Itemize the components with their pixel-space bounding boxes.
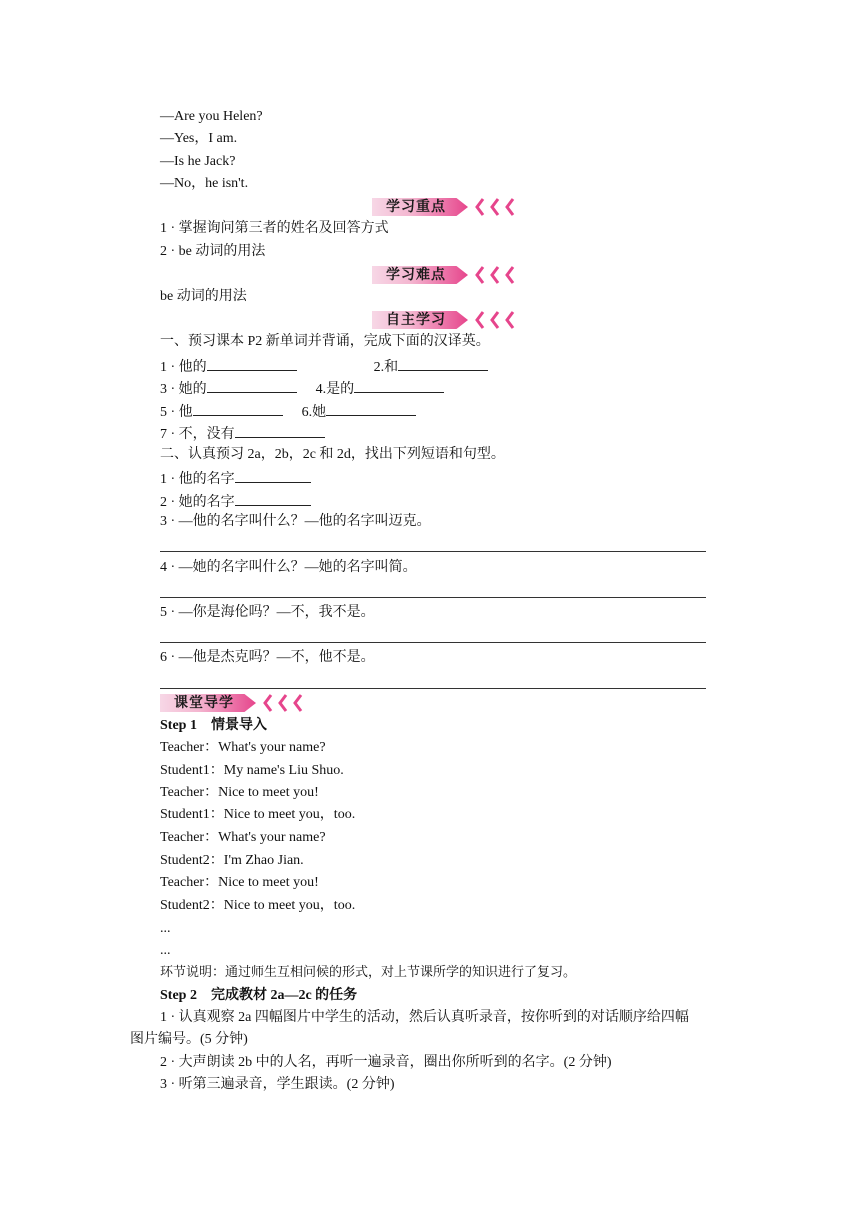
intro-line: —Is he Jack? [160, 154, 236, 169]
intro-line: —Are you Helen? [160, 109, 263, 124]
chevron-left-icon [292, 692, 304, 714]
chevron-left-icon [277, 692, 289, 714]
phrase-prompt: 1 · 他的名字 [160, 472, 235, 487]
sentence-prompt: 4 · —她的名字叫什么？—她的名字叫简。 [160, 560, 417, 575]
part1-heading: 一、预习课本 P2 新单词并背诵，完成下面的汉译英。 [160, 334, 490, 349]
intro-line: —No，he isn't. [160, 176, 249, 191]
chevron-left-icon [504, 309, 516, 331]
dialogue-line: Student1：Nice to meet you，too. [160, 807, 356, 822]
vocab-prompt: 2.和 [373, 360, 399, 375]
phrase-prompt: 2 · 她的名字 [160, 495, 235, 510]
vocab-row [160, 356, 488, 377]
phrase-row [160, 491, 311, 512]
answer-blank[interactable] [326, 401, 416, 416]
answer-blank[interactable] [235, 491, 311, 506]
answer-blank[interactable] [235, 468, 311, 483]
dialogue-ellipsis: ... [160, 943, 171, 958]
vocab-row [160, 378, 444, 399]
dialogue-line: Teacher：What's your name? [160, 740, 326, 755]
task-line: 1 · 认真观察 2a 四幅图片中学生的活动，然后认真听录音，按你听到的对话顺序给四幅 [160, 1010, 689, 1025]
banner-title: 学习难点 [386, 267, 446, 283]
vocab-row [160, 401, 416, 422]
answer-line[interactable] [160, 597, 706, 598]
dialogue-line: Student2：I'm Zhao Jian. [160, 853, 304, 868]
difficulty-item: be 动词的用法 [160, 289, 247, 304]
answer-blank[interactable] [398, 356, 488, 371]
vocab-prompt: 1 · 他的 [160, 360, 207, 375]
section-banner-classroom [160, 692, 320, 714]
step2-title: Step 2 完成教材 2a—2c 的任务 [160, 988, 358, 1003]
dialogue-line: Teacher：What's your name? [160, 830, 326, 845]
part2-heading: 二、认真预习 2a，2b，2c 和 2d，找出下列短语和句型。 [160, 447, 505, 462]
step1-title: Step 1 情景导入 [160, 718, 267, 733]
sentence-prompt: 3 · —他的名字叫什么？—他的名字叫迈克。 [160, 514, 431, 529]
answer-blank[interactable] [207, 378, 297, 393]
sentence-prompt: 5 · —你是海伦吗？—不，我不是。 [160, 605, 375, 620]
answer-blank[interactable] [207, 356, 297, 371]
chevron-left-icon [474, 196, 486, 218]
section-banner-key-points [372, 196, 532, 218]
phrase-row [160, 468, 311, 489]
answer-blank[interactable] [193, 401, 283, 416]
section-banner-self-study [372, 309, 532, 331]
chevron-left-icon [262, 692, 274, 714]
vocab-prompt: 5 · 他 [160, 405, 193, 420]
task-line: 图片编号。(5 分钟) [130, 1032, 248, 1047]
dialogue-line: Student2：Nice to meet you，too. [160, 898, 356, 913]
chevron-left-icon [489, 196, 501, 218]
chevron-left-icon [489, 264, 501, 286]
chevron-left-icon [504, 264, 516, 286]
dialogue-line: Student1：My name's Liu Shuo. [160, 763, 344, 778]
answer-line[interactable] [160, 642, 706, 643]
sentence-prompt: 6 · —他是杰克吗？—不，他不是。 [160, 650, 375, 665]
answer-blank[interactable] [235, 423, 325, 438]
key-point-item: 1 · 掌握询问第三者的姓名及回答方式 [160, 221, 389, 236]
banner-title: 自主学习 [386, 312, 446, 328]
vocab-row [160, 423, 325, 444]
vocab-prompt: 4.是的 [315, 382, 355, 397]
banner-title: 学习重点 [386, 199, 446, 215]
task-line: 3 · 听第三遍录音，学生跟读。(2 分钟) [160, 1077, 395, 1092]
vocab-prompt: 3 · 她的 [160, 382, 207, 397]
vocab-prompt: 7 · 不，没有 [160, 427, 235, 442]
chevron-left-icon [489, 309, 501, 331]
dialogue-ellipsis: ... [160, 921, 171, 936]
section-banner-difficulty [372, 264, 532, 286]
chevron-left-icon [504, 196, 516, 218]
banner-title: 课堂导学 [174, 695, 234, 711]
task-line: 2 · 大声朗读 2b 中的人名，再听一遍录音，圈出你所听到的名字。(2 分钟) [160, 1055, 612, 1070]
answer-line[interactable] [160, 551, 706, 552]
intro-line: —Yes，I am. [160, 131, 238, 146]
step-note: 环节说明：通过师生互相问候的形式，对上节课所学的知识进行了复习。 [160, 965, 577, 980]
key-point-item: 2 · be 动词的用法 [160, 244, 266, 259]
dialogue-line: Teacher：Nice to meet you! [160, 785, 319, 800]
chevron-left-icon [474, 264, 486, 286]
answer-blank[interactable] [354, 378, 444, 393]
chevron-left-icon [474, 309, 486, 331]
dialogue-line: Teacher：Nice to meet you! [160, 875, 319, 890]
vocab-prompt: 6.她 [301, 405, 327, 420]
answer-line[interactable] [160, 688, 706, 689]
